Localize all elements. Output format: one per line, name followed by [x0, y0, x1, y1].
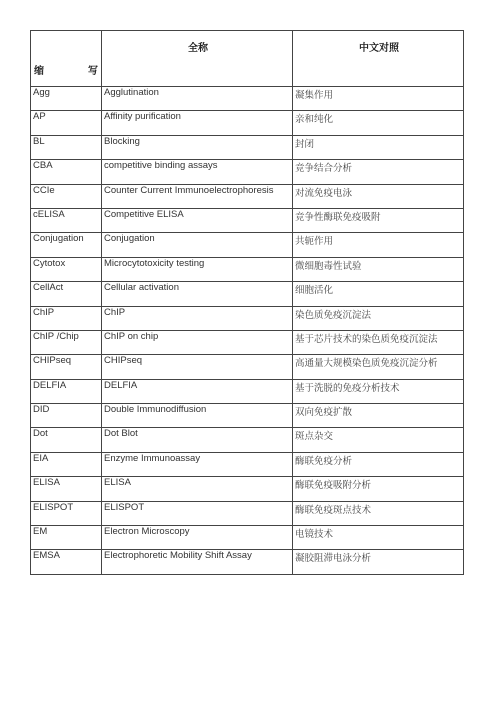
- table-row: [31, 135, 464, 159]
- fullname-cell: DELFIA: [102, 379, 293, 403]
- table-row: [31, 184, 464, 208]
- chinese-cell: 亲和纯化: [293, 111, 464, 135]
- chinese-cell: 基于洗脱的免疫分析技术: [293, 379, 464, 403]
- chinese-cell: 染色质免疫沉淀法: [293, 306, 464, 330]
- abbreviation-cell: DELFIA: [31, 379, 102, 403]
- header-abbreviation: [31, 31, 102, 87]
- table-row: [31, 550, 464, 574]
- abbreviation-cell: ChIP: [31, 306, 102, 330]
- fullname-cell: Cellular activation: [102, 282, 293, 306]
- table-row: [31, 477, 464, 501]
- chinese-cell: 电镜技术: [293, 526, 464, 550]
- table-row: [31, 160, 464, 184]
- abbreviation-cell: CHIPseq: [31, 355, 102, 379]
- chinese-cell: 凝集作用: [293, 87, 464, 111]
- table-header-row: [31, 31, 464, 87]
- abbreviation-cell: CBA: [31, 160, 102, 184]
- table-row: [31, 233, 464, 257]
- abbreviation-cell: Dot: [31, 428, 102, 452]
- abbreviation-cell: BL: [31, 135, 102, 159]
- chinese-cell: 竞争结合分析: [293, 160, 464, 184]
- header-chinese: 中文对照: [293, 31, 464, 87]
- fullname-cell: CHIPseq: [102, 355, 293, 379]
- abbreviation-cell: EMSA: [31, 550, 102, 574]
- fullname-cell: Competitive ELISA: [102, 208, 293, 232]
- chinese-cell: 对流免疫电泳: [293, 184, 464, 208]
- fullname-cell: Double Immunodiffusion: [102, 404, 293, 428]
- abbreviation-cell: ELISPOT: [31, 501, 102, 525]
- chinese-cell: 基于芯片技术的染色质免疫沉淀法: [293, 330, 464, 354]
- header-abbreviation-part1: 缩: [34, 66, 44, 77]
- fullname-cell: ELISPOT: [102, 501, 293, 525]
- abbreviation-cell: EM: [31, 526, 102, 550]
- table-row: [31, 452, 464, 476]
- chinese-cell: 高通量大规模染色质免疫沉淀分析: [293, 355, 464, 379]
- table-row: [31, 282, 464, 306]
- chinese-cell: 微细胞毒性试验: [293, 257, 464, 281]
- chinese-cell: 酶联免疫吸附分析: [293, 477, 464, 501]
- chinese-cell: 竞争性酶联免疫吸附: [293, 208, 464, 232]
- fullname-cell: Dot Blot: [102, 428, 293, 452]
- table-row: [31, 111, 464, 135]
- abbreviation-table: [30, 30, 464, 575]
- table-row: [31, 355, 464, 379]
- table-row: [31, 501, 464, 525]
- fullname-cell: Enzyme Immunoassay: [102, 452, 293, 476]
- table-row: [31, 379, 464, 403]
- fullname-cell: Conjugation: [102, 233, 293, 257]
- abbreviation-cell: cELISA: [31, 208, 102, 232]
- abbreviation-cell: DID: [31, 404, 102, 428]
- abbreviation-cell: EIA: [31, 452, 102, 476]
- table-row: [31, 257, 464, 281]
- abbreviation-cell: ChIP /Chip: [31, 330, 102, 354]
- fullname-cell: ChIP: [102, 306, 293, 330]
- abbreviation-cell: AP: [31, 111, 102, 135]
- chinese-cell: 双向免疫扩散: [293, 404, 464, 428]
- table-row: [31, 330, 464, 354]
- chinese-cell: 斑点杂交: [293, 428, 464, 452]
- table-row: [31, 404, 464, 428]
- chinese-cell: 酶联免疫斑点技术: [293, 501, 464, 525]
- fullname-cell: Agglutination: [102, 87, 293, 111]
- chinese-cell: 封闭: [293, 135, 464, 159]
- fullname-cell: Counter Current Immunoelectrophoresis: [102, 184, 293, 208]
- header-fullname: 全称: [102, 31, 293, 87]
- table-body: [31, 87, 464, 575]
- abbreviation-cell: Agg: [31, 87, 102, 111]
- abbreviation-cell: CellAct: [31, 282, 102, 306]
- chinese-cell: 凝胶阻滞电泳分析: [293, 550, 464, 574]
- table-row: [31, 526, 464, 550]
- table-row: [31, 428, 464, 452]
- table-row: [31, 208, 464, 232]
- header-abbreviation-part2: 写: [88, 66, 98, 77]
- abbreviation-cell: Conjugation: [31, 233, 102, 257]
- fullname-cell: Microcytotoxicity testing: [102, 257, 293, 281]
- fullname-cell: competitive binding assays: [102, 160, 293, 184]
- chinese-cell: 细胞活化: [293, 282, 464, 306]
- fullname-cell: ChIP on chip: [102, 330, 293, 354]
- fullname-cell: Blocking: [102, 135, 293, 159]
- fullname-cell: ELISA: [102, 477, 293, 501]
- chinese-cell: 共轭作用: [293, 233, 464, 257]
- fullname-cell: Electron Microscopy: [102, 526, 293, 550]
- abbreviation-cell: CCIe: [31, 184, 102, 208]
- chinese-cell: 酶联免疫分析: [293, 452, 464, 476]
- fullname-cell: Electrophoretic Mobility Shift Assay: [102, 550, 293, 574]
- abbreviation-cell: Cytotox: [31, 257, 102, 281]
- table-row: [31, 306, 464, 330]
- abbreviation-cell: ELISA: [31, 477, 102, 501]
- fullname-cell: Affinity purification: [102, 111, 293, 135]
- table-row: [31, 87, 464, 111]
